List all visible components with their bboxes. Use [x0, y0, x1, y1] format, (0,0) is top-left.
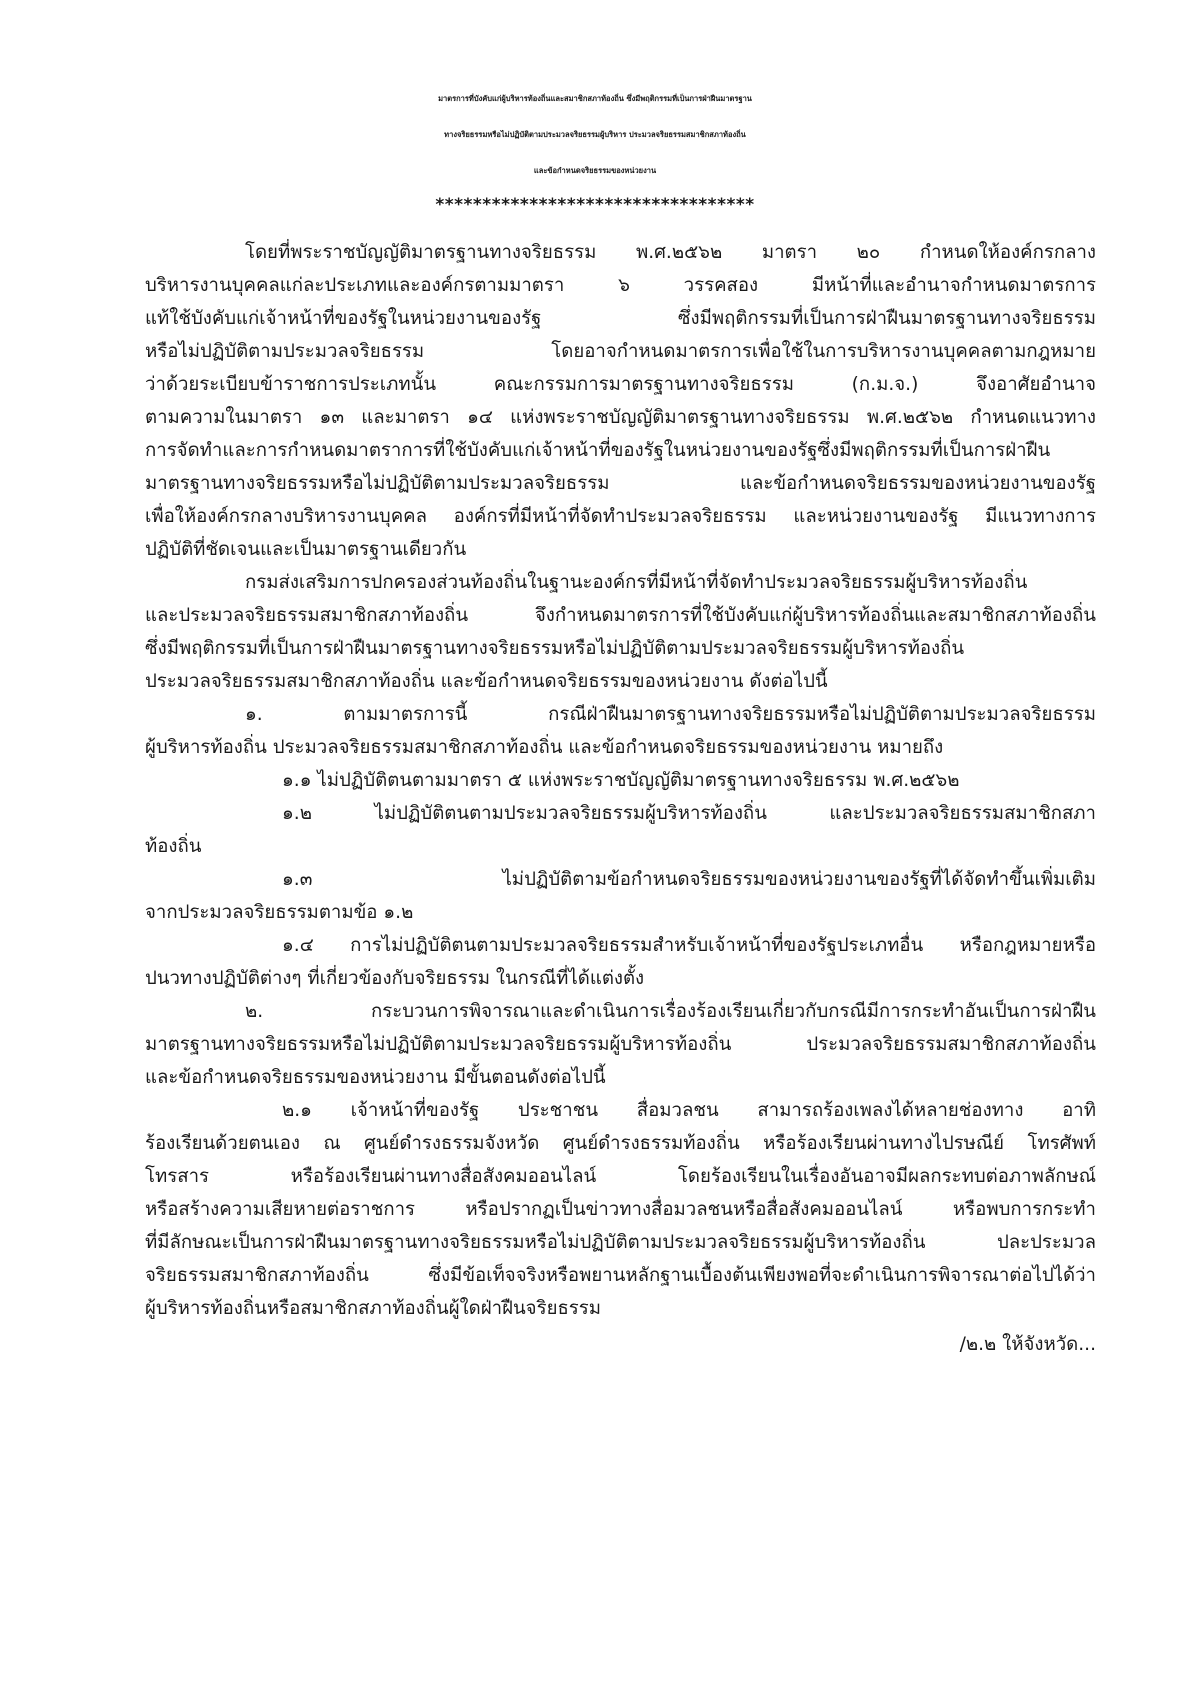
title-separator: **********************************: [435, 195, 755, 215]
para-line: หรือไม่ปฏิบัติตามประมวลจริยธรรม โดยอาจกำหนดมาตรการเพื่อใช้ในการบริหารงานบุคคลตามกฎหมาย: [145, 341, 1096, 362]
title-line-2: ทางจริยธรรมหรือไม่ปฏิบัติตามประมวลจริยธรรมผู้บริหาร ประมวลจริยธรรมสมาชิกสภาท้องถิ่น: [444, 130, 746, 139]
clause-1-1-line: ๑.๑ ไม่ปฏิบัติตนตามมาตรา ๕ แห่งพระราชบัญญัติมาตรฐานทางจริยธรรม พ.ศ.๒๕๖๒: [282, 770, 960, 791]
clause-1-2-line: ๑.๒ ไม่ปฏิบัติตนตามประมวลจริยธรรมผู้บริหารท้องถิ่น และประมวลจริยธรรมสมาชิกสภา: [282, 803, 1096, 824]
para-line: ประมวลจริยธรรมสมาชิกสภาท้องถิ่น และข้อกำหนดจริยธรรมของหน่วยงาน ดังต่อไปนี้: [145, 671, 828, 692]
para-line: และประมวลจริยธรรมสมาชิกสภาท้องถิ่น จึงกำหนดมาตรการที่ใช้บังคับแก่ผู้บริหารท้องถิ่นและสมาชิกสภาท้องถิ่น: [145, 605, 1096, 626]
para-line: แท้ใช้บังคับแก่เจ้าหน้าที่ของรัฐในหน่วยงานของรัฐ ซึ่งมีพฤติกรรมที่เป็นการฝ่าฝืนมาตรฐานทางจริยธรรม: [145, 308, 1096, 329]
para-line: ซึ่งมีพฤติกรรมที่เป็นการฝ่าฝืนมาตรฐานทางจริยธรรมหรือไม่ปฏิบัติตามประมวลจริยธรรมผู้บริหารท้องถิ่น: [145, 638, 965, 659]
para-line: มาตรฐานทางจริยธรรมหรือไม่ปฏิบัติตามประมวลจริยธรรม และข้อกำหนดจริยธรรมของหน่วยงานของรัฐ: [145, 473, 1096, 494]
clause-2-1-line: ๒.๑ เจ้าหน้าที่ของรัฐ ประชาชน สื่อมวลชน สามารถร้องเพลงได้หลายช่องทาง อาทิ: [282, 1100, 1096, 1121]
para-line: กรมส่งเสริมการปกครองส่วนท้องถิ่นในฐานะองค์กรที่มีหน้าที่จัดทำประมวลจริยธรรมผู้บริหารท้องถิ่น: [245, 572, 1028, 593]
clause-2-1-line: ผู้บริหารท้องถิ่นหรือสมาชิกสภาท้องถิ่นผู้ใดฝ่าฝืนจริยธรรม: [145, 1298, 602, 1319]
clause-2-line: และข้อกำหนดจริยธรรมของหน่วยงาน มีขั้นตอนดังต่อไปนี้: [145, 1067, 606, 1088]
clause-1-line: ผู้บริหารท้องถิ่น ประมวลจริยธรรมสมาชิกสภาท้องถิ่น และข้อกำหนดจริยธรรมของหน่วยงาน หมายถึง: [145, 737, 944, 758]
para-line: การจัดทำและการกำหนดมาตราการที่ใช้บังคับแก่เจ้าหน้าที่ของรัฐในหน่วยงานของรัฐซึ่งมีพฤติกรรมที่เป็นการฝ่าฝืน: [145, 440, 1051, 461]
clause-1-3-line: ๑.๓ ไม่ปฏิบัติตามข้อกำหนดจริยธรรมของหน่วยงานของรัฐที่ได้จัดทำขึ้นเพิ่มเติม: [282, 869, 1096, 890]
para-line: ตามความในมาตรา ๑๓ และมาตรา ๑๔ แห่งพระราชบัญญัติมาตรฐานทางจริยธรรม พ.ศ.๒๕๖๒ กำหนดแนวทาง: [145, 407, 1096, 428]
clause-2-line: ๒. กระบวนการพิจารณาและดำเนินการเรื่องร้องเรียนเกี่ยวกับกรณีมีการกระทำอันเป็นการฝ่าฝืน: [245, 1001, 1096, 1022]
clause-2-1-line: หรือสร้างความเสียหายต่อราชการ หรือปรากฏเป็นข่าวทางสื่อมวลชนหรือสื่อสังคมออนไลน์ หรือพบการกระทำ: [145, 1199, 1096, 1220]
title-line-1: มาตรการที่บังคับแก่ผู้บริหารท้องถิ่นและสมาชิกสภาท้องถิ่น ซึ่งมีพฤติกรรมที่เป็นการฝ่าฝืนมาตรฐาน: [438, 94, 752, 103]
title-line-3: และข้อกำหนดจริยธรรมของหน่วยงาน: [533, 166, 657, 175]
para-line: ว่าด้วยระเบียบข้าราชการประเภทนั้น คณะกรรมการมาตรฐานทางจริยธรรม (ก.ม.จ.) จึงอาศัยอำนาจ: [145, 374, 1096, 395]
para-line: บริหารงานบุคคลแก่ละประเภทและองค์กรตามมาตรา ๖ วรรคสอง มีหน้าที่และอำนาจกำหนดมาตรการ: [145, 275, 1096, 296]
clause-1-2-line: ท้องถิ่น: [145, 836, 202, 857]
clause-1-4-line: ๑.๔ การไม่ปฏิบัติตนตามประมวลจริยธรรมสำหรับเจ้าหน้าที่ของรัฐประเภทอื่น หรือกฎหมายหรือ: [282, 935, 1096, 956]
clause-2-1-line: ร้องเรียนด้วยตนเอง ณ ศูนย์ดำรงธรรมจังหวัด ศูนย์ดำรงธรรมท้องถิ่น หรือร้องเรียนผ่านทางไปรษณีย์ โทรศัพท์: [145, 1133, 1096, 1154]
para-line: ปฏิบัติที่ชัดเจนและเป็นมาตรฐานเดียวกัน: [145, 539, 467, 560]
clause-2-line: มาตรฐานทางจริยธรรมหรือไม่ปฏิบัติตามประมวลจริยธรรมผู้บริหารท้องถิ่น ประมวลจริยธรรมสมาชิกสภาท้องถิ่น: [145, 1034, 1096, 1055]
clause-1-4-line: ปนวทางปฏิบัติต่างๆ ที่เกี่ยวข้องกับจริยธรรม ในกรณีที่ได้แต่งตั้ง: [145, 968, 645, 989]
clause-1-3-line: จากประมวลจริยธรรมตามข้อ ๑.๒: [145, 902, 414, 923]
para-line: โดยที่พระราชบัญญัติมาตรฐานทางจริยธรรม พ.ศ.๒๕๖๒ มาตรา ๒๐ กำหนดให้องค์กรกลาง: [245, 242, 1096, 263]
para-line: เพื่อให้องค์กรกลางบริหารงานบุคคล องค์กรที่มีหน้าที่จัดทำประมวลจริยธรรม และหน่วยงานของรัฐ มีแนวทางการ: [145, 506, 1096, 527]
clause-1-line: ๑. ตามมาตรการนี้ กรณีฝ่าฝืนมาตรฐานทางจริยธรรมหรือไม่ปฏิบัติตามประมวลจริยธรรม: [245, 704, 1096, 725]
continuation-note: /๒.๒ ให้จังหวัด...: [959, 1334, 1096, 1355]
clause-2-1-line: จริยธรรมสมาชิกสภาท้องถิ่น ซึ่งมีข้อเท็จจริงหรือพยานหลักฐานเบื้องต้นเพียงพอที่จะดำเนินการพิจารณาต่อไปได้ว่า: [145, 1265, 1096, 1286]
clause-2-1-line: โทรสาร หรือร้องเรียนผ่านทางสื่อสังคมออนไลน์ โดยร้องเรียนในเรื่องอันอาจมีผลกระทบต่อภาพลักษณ์: [145, 1166, 1096, 1187]
clause-2-1-line: ที่มีลักษณะเป็นการฝ่าฝืนมาตรฐานทางจริยธรรมหรือไม่ปฏิบัติตามประมวลจริยธรรมผู้บริหารท้องถิ่น ปละประมวล: [145, 1232, 1096, 1253]
